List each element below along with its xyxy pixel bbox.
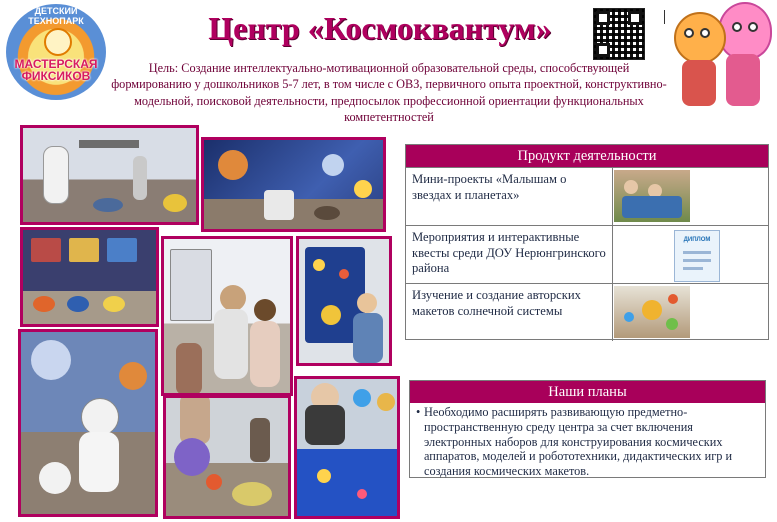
qr-finder <box>596 11 610 25</box>
qr-finder <box>596 43 610 57</box>
photo-space-room <box>20 125 199 225</box>
bullet-dot-icon: • <box>416 405 421 419</box>
photo-balloon <box>163 395 291 519</box>
photo-space-table <box>294 376 400 519</box>
technopark-logo-icon <box>6 4 106 100</box>
fixiki-mascot-icon <box>668 2 774 114</box>
mascot-eye <box>748 22 758 32</box>
cell-divider <box>612 226 613 284</box>
logo-arc-text: ДЕТСКИЙ ТЕХНОПАРК <box>28 6 84 26</box>
table-row <box>406 167 768 226</box>
photo-boy-panel <box>296 236 392 366</box>
cell-divider <box>612 284 613 341</box>
plans-text: Необходимо расширять развивающую предметно-пространственную среду центра за счет включения электронных наборов для конструирования космических аппаратов, моделей и робототехники, дидактических игр и создания космических макетов. <box>424 405 733 479</box>
mascot-body <box>726 54 760 106</box>
table-row <box>406 225 768 284</box>
photo-poster-room <box>20 227 159 327</box>
qr-finder <box>628 11 642 25</box>
product-row-text: Мини-проекты «Малышам о звездах и планетах» <box>412 172 567 202</box>
product-table <box>405 144 769 340</box>
mascot-eye <box>700 28 710 38</box>
plans-box <box>409 380 766 478</box>
plans-body <box>416 405 758 479</box>
goal-text: Цель: Создание интеллектуально-мотивационной образовательной среды, способствующей формированию у дошкольников 5-7 лет, в том числе с ОВЗ, первичного опыта проектной, конструктивно-модельной, поисковой деятельности, предпосылок профессионной ориентации функциональных компетентностей <box>111 61 667 125</box>
mascot-eye <box>732 22 742 32</box>
qr-code-icon[interactable] <box>593 8 645 60</box>
mascot-eye <box>684 28 694 38</box>
diploma-caption: ДИПЛОМ <box>683 237 711 243</box>
table-row <box>406 283 768 341</box>
product-photo <box>614 170 690 222</box>
product-row-text: Изучение и создание авторских макетов солнечной системы <box>412 288 581 318</box>
photo-planet-wall <box>201 137 386 232</box>
divider <box>664 10 665 24</box>
plans-heading: Наши планы <box>410 381 765 403</box>
page-title: Центр «Космоквантум» <box>208 10 552 46</box>
logo-brand-text: МАСТЕРСКАЯ ФИКСИКОВ <box>14 57 98 83</box>
photo-astronaut-kids <box>18 329 158 517</box>
photo-children-screen <box>161 236 293 396</box>
mascot-pink-head <box>718 2 772 60</box>
product-heading: Продукт деятельности <box>406 145 768 167</box>
logo-character <box>44 28 72 56</box>
mascot-body <box>682 60 716 106</box>
solar-model-photo <box>614 286 690 338</box>
mascot-orange-head <box>674 12 726 64</box>
product-row-text: Мероприятия и интерактивные квесты среди ДОУ Нерюнгринского района <box>412 230 606 275</box>
diploma-image <box>674 230 720 282</box>
cell-divider <box>612 168 613 226</box>
